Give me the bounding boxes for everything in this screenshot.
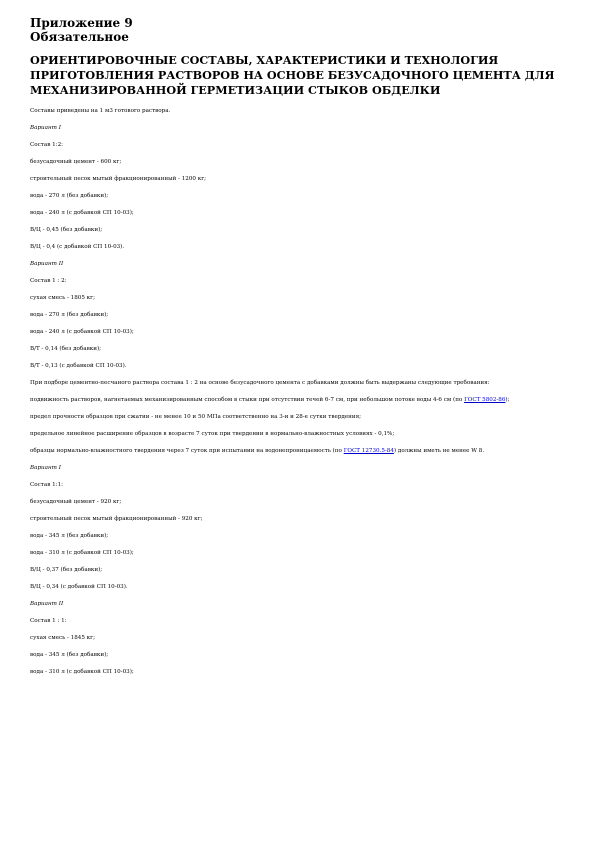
document-title: ОРИЕНТИРОВОЧНЫЕ СОСТАВЫ, ХАРАКТЕРИСТИКИ И ТЕХНОЛОГИЯ ПРИГОТОВЛЕНИЯ РАСТВОРОВ НА ОСНОВЕ БЕЗУСАДОЧНОГО ЦЕМЕНТА ДЛЯ МЕХАНИЗИРОВАННОЙ ГЕРМЕТИЗАЦИИ СТЫКОВ ОБДЕЛКИ: [30, 53, 555, 97]
requirement-text: подвижность растворов, нагнетаемых механизированным способом в стыки при отсутствии течей 6-7 см, при небольшом потоке воды 4-6 см (по: [30, 397, 465, 403]
list-item: В/Ц - 0,37 (без добавки);: [30, 567, 103, 573]
requirement-text: образцы нормально-влажностного твердения через 7 суток при испытании на водонепроницаемость (по: [30, 448, 344, 454]
list-item: сухая смесь - 1845 кг;: [30, 635, 95, 641]
list-item: В/Ц - 0,4 (с добавкой СП 10-03).: [30, 244, 125, 250]
list-item: вода - 270 л (без добавки);: [30, 312, 109, 318]
list-item: вода - 345 л (без добавки);: [30, 652, 109, 658]
appendix-status: Обязательное: [30, 30, 129, 44]
composition-heading: Состав 1 : 2:: [30, 278, 67, 284]
variant-label: Вариант II: [30, 601, 64, 607]
list-item: вода - 240 л (с добавкой СП 10-03);: [30, 210, 134, 216]
list-item: безусадочный цемент - 920 кг;: [30, 499, 122, 505]
variant-label: Вариант I: [30, 465, 61, 471]
list-item: вода - 345 л (без добавки);: [30, 533, 109, 539]
list-item: вода - 310 л (с добавкой СП 10-03);: [30, 550, 134, 556]
requirement-text-end: );: [505, 397, 510, 403]
list-item: сухая смесь - 1805 кг;: [30, 295, 95, 301]
list-item: В/Т - 0,13 (с добавкой СП 10-03).: [30, 363, 127, 369]
requirements-intro: При подборе цементно-песчаного раствора состава 1 : 2 на основе безусадочного цемента с добавками должны быть выдержаны следующие требования:: [30, 380, 490, 386]
list-item: вода - 310 л (с добавкой СП 10-03);: [30, 669, 134, 675]
list-item: безусадочный цемент - 600 кг;: [30, 159, 122, 165]
gost-5802-link[interactable]: ГОСТ 5802-86: [464, 397, 506, 403]
document-page: [30, 16, 570, 676]
list-item: В/Ц - 0,45 (без добавки);: [30, 227, 103, 233]
requirement-item: предельное линейное расширение образцов в возрасте 7 суток при твердении в нормально-влажностных условиях - 0,1%;: [30, 431, 395, 437]
requirement-item: [30, 396, 570, 404]
list-item: вода - 270 л (без добавки);: [30, 193, 109, 199]
list-item: строительный песок мытый фракционированный - 1200 кг;: [30, 176, 207, 182]
composition-heading: Состав 1:2:: [30, 142, 64, 148]
gost-12730-link[interactable]: ГОСТ 12730.5-84: [343, 448, 394, 454]
requirement-item: предел прочности образцов при сжатии - не менее 10 и 50 МПа соответственно на 3-и и 28-е сутки твердения;: [30, 414, 362, 420]
intro-text: Составы приведены на 1 м3 готового раствора.: [30, 108, 171, 114]
list-item: строительный песок мытый фракционированный - 920 кг;: [30, 516, 203, 522]
composition-heading: Состав 1 : 1:: [30, 618, 67, 624]
requirement-text-end: ) должны иметь не менее W 8.: [393, 448, 485, 454]
composition-heading: Состав 1:1:: [30, 482, 64, 488]
variant-label: Вариант I: [30, 125, 61, 131]
list-item: В/Ц - 0,34 (с добавкой СП 10-03).: [30, 584, 128, 590]
requirement-item: [30, 447, 570, 455]
list-item: вода - 240 л (с добавкой СП 10-03);: [30, 329, 134, 335]
appendix-number: Приложение 9: [30, 16, 133, 30]
list-item: В/Т - 0,14 (без добавки);: [30, 346, 102, 352]
variant-label: Вариант II: [30, 261, 64, 267]
